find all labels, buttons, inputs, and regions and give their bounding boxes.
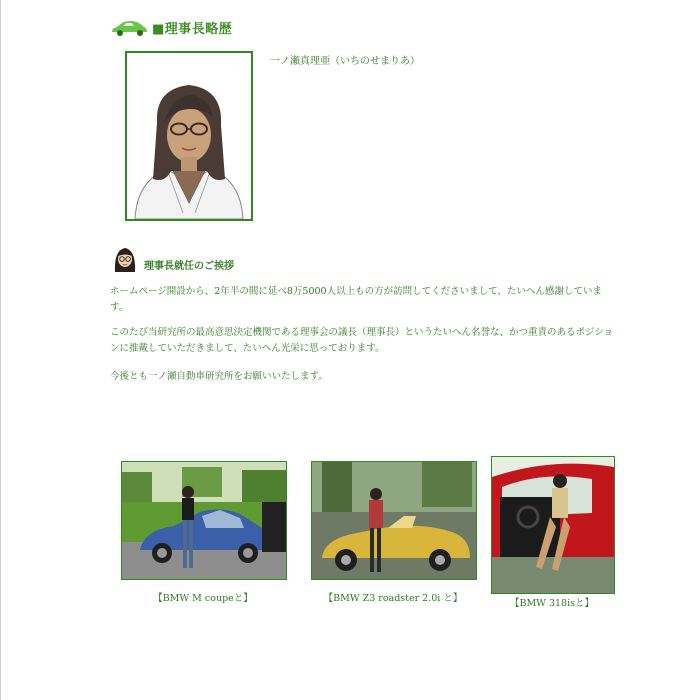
- page-left-border: [0, 0, 1, 700]
- profile-name: 一ノ瀬真理亜（いちのせまりあ）: [270, 56, 420, 67]
- section-heading: [110, 18, 232, 37]
- portrait-illustration: [127, 53, 251, 219]
- greeting-paragraph-3: 今後とも一ノ瀬自動車研究所をお願いいたします。: [110, 371, 328, 382]
- greeting-paragraph-1: ホームページ開設から、2年半の間に延べ8万5000人以上もの方が訪問してくださいまして、たいへん感謝しています。: [110, 286, 602, 313]
- portrait-frame: [125, 51, 253, 221]
- car-icon: [110, 19, 148, 37]
- photo-bmw-318is: [491, 456, 615, 594]
- caption-bmw-z3-roadster: 【BMW Z3 roadster 2.0i と】: [323, 593, 463, 604]
- greeting-paragraph-2: このたび当研究所の最高意思決定機関である理事会の議長（理事長）というたいへん名誉な、かつ重責のあるポジションに推戴していただきまして、たいへん光栄に思っております。: [110, 327, 614, 354]
- greeting-title: 理事長就任のご挨拶: [144, 261, 234, 272]
- caption-bmw-318is: 【BMW 318isと】: [509, 598, 595, 609]
- avatar-icon: [112, 244, 138, 272]
- greeting-heading: [112, 244, 234, 272]
- photo-bmw-z3-roadster: [311, 461, 477, 580]
- caption-bmw-m-coupe: 【BMW M coupeと】: [153, 593, 253, 604]
- section-title: ■理事長略歴: [152, 22, 233, 37]
- photo-bmw-m-coupe: [121, 461, 287, 580]
